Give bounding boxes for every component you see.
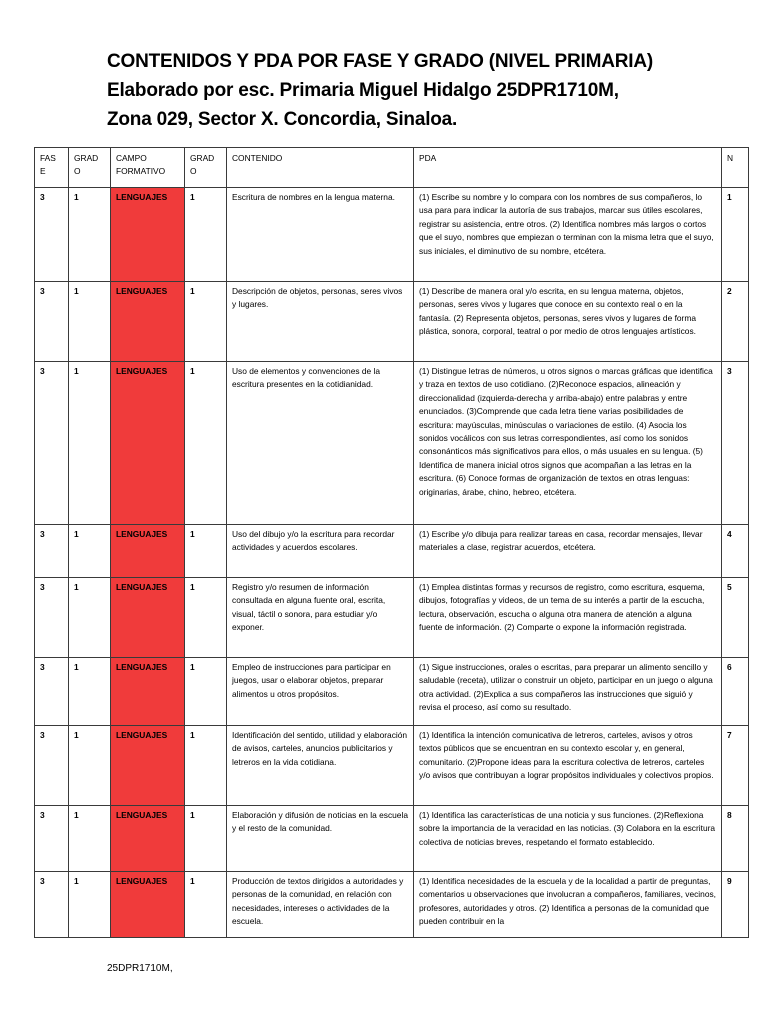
cell-fase: 3 bbox=[35, 362, 69, 525]
cell-fase: 3 bbox=[35, 578, 69, 658]
cell-campo-formativo: LENGUAJES bbox=[111, 726, 185, 806]
cell-campo-formativo: LENGUAJES bbox=[111, 578, 185, 658]
cell-campo-formativo: LENGUAJES bbox=[111, 658, 185, 726]
cell-fase: 3 bbox=[35, 726, 69, 806]
cell-contenido: Identificación del sentido, utilidad y elaboración de avisos, carteles, anuncios publicitarios y letreros en la vida cotidiana. bbox=[227, 726, 414, 806]
cell-grado: 1 bbox=[69, 525, 111, 578]
header-fase: FAS E bbox=[35, 148, 69, 188]
cell-grado: 1 bbox=[69, 726, 111, 806]
cell-contenido: Descripción de objetos, personas, seres vivos y lugares. bbox=[227, 282, 414, 362]
cell-n: 3 bbox=[722, 362, 749, 525]
cell-campo-formativo: LENGUAJES bbox=[111, 872, 185, 938]
title-line-2: Elaborado por esc. Primaria Miguel Hidalgo 25DPR1710M, bbox=[107, 80, 619, 101]
page-footer: 25DPR1710M, bbox=[107, 963, 173, 974]
header-grado-2: GRAD O bbox=[185, 148, 227, 188]
cell-campo-formativo: LENGUAJES bbox=[111, 525, 185, 578]
cell-grado: 1 bbox=[69, 872, 111, 938]
cell-grado: 1 bbox=[69, 362, 111, 525]
cell-pda: (1) Identifica la intención comunicativa de letreros, carteles, avisos y otros textos públicos que se encuentran en su contexto escolar y, en general, comunitario. (2)Propone ideas para la escritura colectiva de letreros, carteles y/o avisos que contribuyan a lograr propósitos individuales y colectivos propios. bbox=[414, 726, 722, 806]
table-row bbox=[35, 188, 749, 282]
cell-pda: (1) Escribe su nombre y lo compara con los nombres de sus compañeros, lo usa para para indicar la autoría de sus trabajos, marcar sus útiles escolares, registrar su asistencia, entre otros. (2) Identifica nombres más largos o cortos que el suyo, nombres que empiezan o terminan con la misma letra que el suyo, sus iniciales, el diminutivo de su nombre, etcétera. bbox=[414, 188, 722, 282]
header-contenido: CONTENIDO bbox=[227, 148, 414, 188]
cell-grado-2: 1 bbox=[185, 282, 227, 362]
cell-pda: (1) Identifica necesidades de la escuela y de la localidad a partir de preguntas, comentarios u observaciones que involucran a compañeros, familiares, vecinos, profesores, autoridades y otros. (2) Identifica a personas de la comunidad que pueden contribuir en la bbox=[414, 872, 722, 938]
cell-pda: (1) Sigue instrucciones, orales o escritas, para preparar un alimento sencillo y saludable (receta), utilizar o construir un objeto, participar en un juego o alguna otra actividad. (2)Explica a sus compañeros las instrucciones que siguió y revisa el proceso, así como su resultado. bbox=[414, 658, 722, 726]
cell-campo-formativo: LENGUAJES bbox=[111, 282, 185, 362]
table-row bbox=[35, 872, 749, 938]
cell-grado: 1 bbox=[69, 658, 111, 726]
cell-pda: (1) Identifica las características de una noticia y sus funciones. (2)Reflexiona sobre la importancia de la veracidad en las noticias. (3) Colabora en la escritura colectiva de noticias breves, respetando el formato establecido. bbox=[414, 806, 722, 872]
cell-grado: 1 bbox=[69, 282, 111, 362]
document-title bbox=[107, 47, 727, 134]
cell-grado-2: 1 bbox=[185, 362, 227, 525]
cell-pda: (1) Escribe y/o dibuja para realizar tareas en casa, recordar mensajes, llevar materiales a clase, registrar acuerdos, etcétera. bbox=[414, 525, 722, 578]
cell-grado-2: 1 bbox=[185, 872, 227, 938]
cell-contenido: Uso de elementos y convenciones de la escritura presentes en la cotidianidad. bbox=[227, 362, 414, 525]
cell-contenido: Empleo de instrucciones para participar en juegos, usar o elaborar objetos, preparar alimentos u otros propósitos. bbox=[227, 658, 414, 726]
cell-n: 2 bbox=[722, 282, 749, 362]
table-row bbox=[35, 282, 749, 362]
cell-fase: 3 bbox=[35, 658, 69, 726]
cell-grado: 1 bbox=[69, 188, 111, 282]
cell-fase: 3 bbox=[35, 872, 69, 938]
cell-contenido: Producción de textos dirigidos a autoridades y personas de la comunidad, en relación con necesidades, intereses o actividades de la escuela. bbox=[227, 872, 414, 938]
header-pda: PDA bbox=[414, 148, 722, 188]
cell-fase: 3 bbox=[35, 282, 69, 362]
cell-fase: 3 bbox=[35, 525, 69, 578]
cell-grado-2: 1 bbox=[185, 806, 227, 872]
cell-n: 8 bbox=[722, 806, 749, 872]
cell-contenido: Elaboración y difusión de noticias en la escuela y el resto de la comunidad. bbox=[227, 806, 414, 872]
cell-grado: 1 bbox=[69, 578, 111, 658]
header-grado: GRAD O bbox=[69, 148, 111, 188]
cell-n: 6 bbox=[722, 658, 749, 726]
table-row bbox=[35, 525, 749, 578]
title-line-3: Zona 029, Sector X. Concordia, Sinaloa. bbox=[107, 109, 458, 130]
table-row bbox=[35, 578, 749, 658]
cell-pda: (1) Emplea distintas formas y recursos de registro, como escritura, esquema, dibujos, fotografías y videos, de un tema de su interés a partir de la escucha, lectura, observación, escucha o alguna otra manera de atención a alguna fuente de información. (2) Comparte o expone la información registrada. bbox=[414, 578, 722, 658]
cell-fase: 3 bbox=[35, 188, 69, 282]
table-header-row bbox=[35, 148, 749, 188]
cell-grado-2: 1 bbox=[185, 578, 227, 658]
cell-grado-2: 1 bbox=[185, 658, 227, 726]
cell-n: 1 bbox=[722, 188, 749, 282]
cell-pda: (1) Describe de manera oral y/o escrita, en su lengua materna, objetos, personas, seres vivos y lugares que conoce en su contexto real o en la fantasía. (2) Representa objetos, personas, seres vivos y lugares de forma plástica, sonora, corporal, teatral o por medio de otros lenguajes artísticos. bbox=[414, 282, 722, 362]
cell-campo-formativo: LENGUAJES bbox=[111, 806, 185, 872]
table-row bbox=[35, 362, 749, 525]
table-row bbox=[35, 658, 749, 726]
cell-grado-2: 1 bbox=[185, 525, 227, 578]
cell-fase: 3 bbox=[35, 806, 69, 872]
title-line-1: CONTENIDOS Y PDA POR FASE Y GRADO (NIVEL PRIMARIA) bbox=[107, 51, 654, 72]
cell-grado-2: 1 bbox=[185, 726, 227, 806]
cell-n: 4 bbox=[722, 525, 749, 578]
cell-n: 9 bbox=[722, 872, 749, 938]
cell-n: 7 bbox=[722, 726, 749, 806]
cell-n: 5 bbox=[722, 578, 749, 658]
table-row bbox=[35, 806, 749, 872]
cell-campo-formativo: LENGUAJES bbox=[111, 188, 185, 282]
cell-contenido: Uso del dibujo y/o la escritura para recordar actividades y acuerdos escolares. bbox=[227, 525, 414, 578]
cell-campo-formativo: LENGUAJES bbox=[111, 362, 185, 525]
header-n: N bbox=[722, 148, 749, 188]
cell-pda: (1) Distingue letras de números, u otros signos o marcas gráficas que identifica y traza en textos de uso cotidiano. (2)Reconoce espacios, alineación y direccionalidad (izquierda-derecha y arriba-abajo) entre palabras y entre enunciados. (3)Comprende que cada letra tiene varias posibilidades de escritura: mayúsculas, minúsculas o variaciones de estilo. (4) Asocia los sonidos vocálicos con sus letras correspondientes, así como los sonidos consonánticos más significativos para ellos, o más usuales en su lengua. (5) Identifica de manera inicial otros signos que acompañan a las letras en la escritura. (6) Conoce formas de organización de textos en otras lenguas: originarias, árabe, chino, hebreo, etcétera. bbox=[414, 362, 722, 525]
cell-contenido: Registro y/o resumen de información consultada en alguna fuente oral, escrita, visual, táctil o sonora, para estudiar y/o exponer. bbox=[227, 578, 414, 658]
content-table bbox=[34, 147, 749, 938]
cell-contenido: Escritura de nombres en la lengua materna. bbox=[227, 188, 414, 282]
table-row bbox=[35, 726, 749, 806]
cell-grado-2: 1 bbox=[185, 188, 227, 282]
header-campo-formativo: CAMPO FORMATIVO bbox=[111, 148, 185, 188]
cell-grado: 1 bbox=[69, 806, 111, 872]
